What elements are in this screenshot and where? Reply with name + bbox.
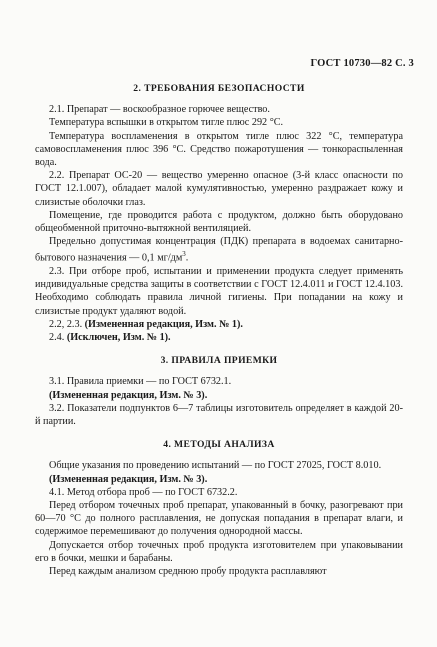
section-4-paragraph-5: Перед каждым анализом среднюю пробу продукта расплавляют	[49, 566, 327, 578]
section-2-heading: 2. ТРЕБОВАНИЯ БЕЗОПАСНОСТИ	[133, 83, 305, 94]
pdk-end: .	[185, 252, 189, 264]
section-2-paragraph-5: Помещение, где проводится работа с продуктом, должно быть оборудовано общеобменной приточно-вытяжной вентиляцией.	[35, 209, 403, 235]
section-4-paragraph-2: 4.1. Метод отбора проб — по ГОСТ 6732.2.	[49, 486, 238, 498]
pdk-superscript: 3	[182, 250, 186, 259]
amendment-note: (Измененная редакция, Изм. № 3).	[49, 473, 208, 485]
document-body	[35, 78, 403, 578]
section-2-paragraph-1: 2.1. Препарат — воскообразное горючее вещество.	[49, 104, 270, 116]
section-4-amendment	[35, 473, 403, 486]
section-4-heading: 4. МЕТОДЫ АНАЛИЗА	[163, 439, 275, 451]
section-4-paragraph-3: Перед отбором точечных проб препарат, упакованный в бочку, разогревают при 60—70 °С до полного расплавления, не допуская попадания в препарат влаги, и содержимое перемешивают до получения однородной массы.	[35, 500, 403, 538]
amendment-note: (Исключен, Изм. № 1).	[66, 332, 171, 344]
amendment-prefix: 2.2, 2.3.	[49, 318, 83, 330]
section-2-paragraph-3: Температура воспламенения в открытом тигле плюс 322 °С, температура самовоспламенения плюс 396 °С. Средство пожаротушения — тонкораспыленная вода.	[35, 130, 403, 169]
section-4-paragraph-4: Допускается отбор точечных проб продукта изготовителем при упаковывании его в бочки, мешки и барабаны.	[35, 539, 403, 564]
section-2-paragraph-4: 2.2. Препарат ОС-20 — вещество умеренно опасное (3-й класс опасности по ГОСТ 12.1.007), обладает малой кумулятивностью, умеренно раздражает кожу и слизистые оболочки глаз.	[35, 170, 403, 208]
section-2-amendment-2	[35, 331, 403, 344]
section-2-paragraph-2: Температура вспышки в открытом тигле плюс 292 °С.	[49, 117, 284, 129]
page-header: ГОСТ 10730—82 С. 3	[310, 58, 414, 69]
section-3-paragraph-1: 3.1. Правила приемки — по ГОСТ 6732.1.	[49, 376, 232, 388]
section-3-amendment	[35, 389, 403, 402]
amendment-prefix: 2.4.	[49, 332, 65, 344]
section-2-paragraph-6	[35, 235, 403, 265]
amendment-note: (Измененная редакция, Изм. № 1).	[84, 318, 243, 330]
section-3-heading: 3. ПРАВИЛА ПРИЕМКИ	[160, 355, 278, 367]
section-2-paragraph-7: 2.3. При отборе проб, испытании и применении продукта следует применять индивидуальные средства защиты в соответствии с ГОСТ 12.4.011 и ГОСТ 12.4.103. Необходимо соблюдать правила личной гигиены. При попадании на кожу и слизистые продукт удаляют водой.	[35, 266, 403, 317]
pdk-text: Предельно допустимая концентрация (ПДК) препарата в водоемах санитарно-бытового назначения — 0,1 мг/дм	[35, 236, 403, 264]
section-3-paragraph-2: 3.2. Показатели подпунктов 6—7 таблицы изготовитель определяет в каждой 20-й партии.	[35, 402, 403, 428]
section-2-amendment-1	[35, 318, 403, 331]
section-4-paragraph-1: Общие указания по проведению испытаний — по ГОСТ 27025, ГОСТ 8.010.	[49, 460, 382, 472]
amendment-note: (Измененная редакция, Изм. № 3).	[49, 389, 208, 401]
